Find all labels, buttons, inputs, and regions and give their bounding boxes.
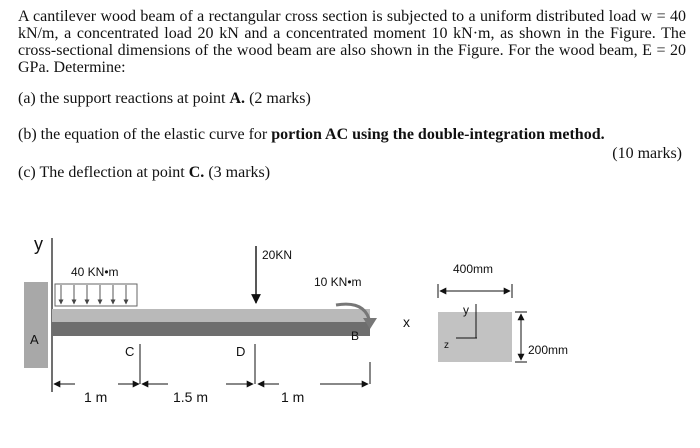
problem-intro: A cantilever wood beam of a rectangular cross section is subjected to a uniform distributed load w = 40 kN/m, a concentrated load 20 kN and a concentrated moment 10 kN·m, as shown in the Figure. The cross-sectional dimensions of the wood beam are also shown in the Figure. For the wood beam, E = 20 GPa. Determine: (18, 8, 686, 76)
part-c-prefix: (c) The deflection at point (18, 164, 189, 181)
beam-body (52, 322, 370, 336)
section-height-label: 200mm (528, 343, 569, 357)
part-c-point: C. (188, 164, 205, 181)
point-d-label: D (236, 344, 246, 359)
part-a-point: A. (229, 90, 246, 107)
udl-label: 40 KN•m (71, 265, 119, 279)
dim-1-label: 1 m (84, 389, 108, 405)
section-y-label: y (463, 303, 469, 317)
part-b-bold: portion AC using the double-integration method. (271, 126, 605, 143)
moment-label: 10 KN•m (314, 275, 362, 289)
point-b-label: B (351, 329, 360, 343)
x-axis-label: x (403, 314, 410, 330)
part-b-prefix: (b) the equation of the elastic curve for (18, 126, 272, 143)
point-load-label: 20KN (262, 248, 293, 262)
dim-2-label: 1.5 m (173, 389, 209, 405)
udl-box (55, 284, 137, 306)
fixed-wall (24, 282, 48, 368)
part-a-prefix: (a) the support reactions at point (18, 90, 230, 107)
point-c-label: C (125, 344, 135, 359)
part-b-marks: (10 marks) (612, 145, 682, 162)
y-axis-label: y (34, 234, 43, 254)
beam-top (52, 309, 370, 322)
section-z-label: z (444, 340, 449, 351)
part-c-marks: (3 marks) (204, 164, 271, 181)
cross-section (438, 312, 512, 362)
section-width-label: 400mm (453, 262, 494, 276)
dim-3-label: 1 m (281, 389, 305, 405)
part-a-marks: (2 marks) (245, 90, 311, 107)
point-a-label: A (30, 332, 39, 347)
